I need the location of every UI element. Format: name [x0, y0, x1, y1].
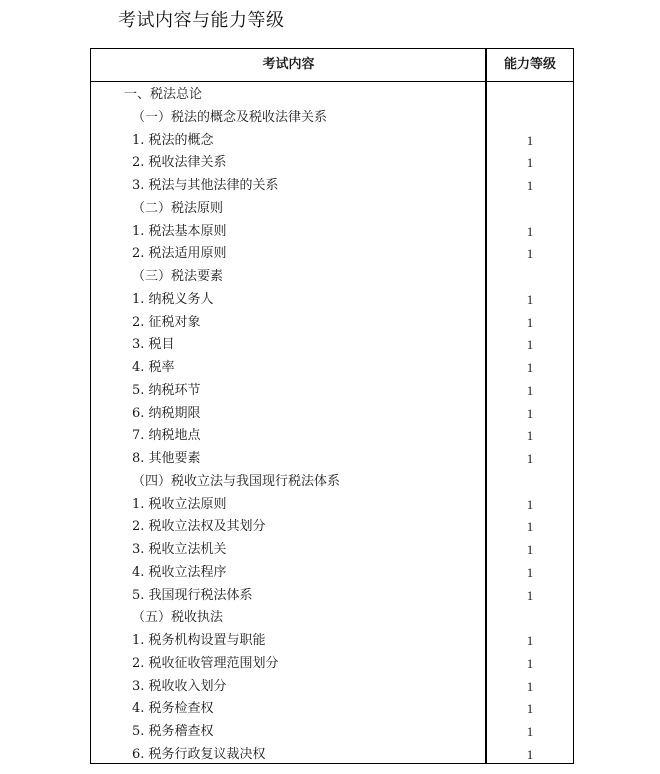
subsection-heading-row [91, 198, 573, 221]
table-row [91, 175, 573, 198]
row-content: （四）税收立法与我国现行税法体系 [132, 473, 341, 489]
subsection-heading-row [91, 107, 573, 130]
table-row [91, 243, 573, 266]
row-content: 5. 纳税环节 [132, 382, 201, 398]
row-content: 2. 税法适用原则 [132, 246, 227, 262]
table-row [91, 289, 573, 312]
table-row [91, 152, 573, 175]
table-row [91, 562, 573, 585]
table-row [91, 221, 573, 244]
row-content: 6. 纳税期限 [132, 405, 201, 421]
header-ability-level: 能力等级 [503, 57, 556, 72]
section-heading-row [91, 84, 573, 107]
table-row [91, 357, 573, 380]
row-ability-level: 1 [526, 724, 534, 739]
row-content: （五）税收执法 [132, 610, 224, 626]
table-row [91, 516, 573, 539]
row-content: 3. 税目 [132, 337, 175, 353]
row-content: 1. 纳税义务人 [132, 291, 214, 307]
row-content: 1. 税务机构设置与职能 [132, 633, 266, 648]
row-ability-level: 1 [526, 428, 534, 444]
row-content: （一）税法的概念及税收法律关系 [132, 109, 328, 125]
row-content: 3. 税法与其他法律的关系 [132, 178, 279, 193]
exam-content-table [90, 48, 574, 764]
row-content: 3. 税收收入划分 [132, 678, 227, 694]
page-title: 考试内容与能力等级 [118, 10, 285, 31]
row-content: 2. 税收立法权及其划分 [132, 519, 266, 535]
row-ability-level: 1 [526, 246, 534, 262]
row-ability-level: 1 [526, 405, 534, 421]
row-content: 5. 税务稽查权 [132, 724, 214, 739]
table-row [91, 744, 573, 767]
row-content: 5. 我国现行税法体系 [132, 587, 253, 603]
row-ability-level: 1 [526, 291, 534, 307]
row-content: 1. 税法基本原则 [132, 223, 227, 239]
row-content: 7. 纳税地点 [132, 428, 201, 444]
table-row [91, 425, 573, 448]
table-row [91, 403, 573, 426]
row-content: 3. 税收立法机关 [132, 542, 227, 557]
row-content: 2. 税收征收管理范围划分 [132, 655, 279, 671]
row-ability-level: 1 [526, 496, 534, 512]
row-ability-level: 1 [526, 587, 534, 603]
row-content: 6. 税务行政复议裁决权 [132, 746, 266, 762]
row-ability-level: 1 [526, 519, 534, 535]
row-ability-level: 1 [526, 746, 534, 762]
row-ability-level: 1 [526, 360, 534, 375]
table-row [91, 130, 573, 153]
row-ability-level: 1 [526, 155, 534, 171]
table-row [91, 585, 573, 608]
table-body [91, 84, 573, 767]
row-content: （三）税法要素 [132, 269, 224, 284]
table-row [91, 334, 573, 357]
row-ability-level: 1 [526, 337, 534, 353]
row-content: 1. 税法的概念 [132, 132, 214, 148]
row-content: 1. 税收立法原则 [132, 496, 227, 512]
table-row [91, 676, 573, 699]
row-ability-level: 1 [526, 678, 534, 694]
table-row [91, 539, 573, 562]
table-row [91, 630, 573, 653]
table-row [91, 698, 573, 721]
table-row [91, 721, 573, 744]
row-ability-level: 1 [526, 223, 534, 239]
row-content: 2. 税收法律关系 [132, 155, 227, 171]
row-ability-level: 1 [526, 314, 534, 330]
row-content: 8. 其他要素 [132, 451, 201, 466]
row-ability-level: 1 [526, 132, 534, 148]
row-ability-level: 1 [526, 564, 534, 580]
row-ability-level: 1 [526, 451, 534, 466]
table-row [91, 494, 573, 517]
row-ability-level: 1 [526, 178, 534, 193]
subsection-heading-row [91, 266, 573, 289]
row-content: 2. 征税对象 [132, 314, 201, 330]
row-content: 4. 税率 [132, 360, 175, 375]
subsection-heading-row [91, 607, 573, 630]
table-row [91, 312, 573, 335]
row-ability-level: 1 [526, 542, 534, 557]
row-content: 4. 税收立法程序 [132, 564, 227, 580]
table-row [91, 380, 573, 403]
table-header-row [91, 49, 573, 82]
row-ability-level: 1 [526, 633, 534, 648]
row-ability-level: 1 [526, 382, 534, 398]
row-content: 4. 税务检查权 [132, 701, 214, 717]
row-content: 一、税法总论 [124, 87, 203, 102]
header-exam-content: 考试内容 [262, 57, 315, 72]
subsection-heading-row [91, 471, 573, 494]
row-content: （二）税法原则 [132, 200, 224, 216]
table-row [91, 653, 573, 676]
row-ability-level: 1 [526, 701, 534, 717]
table-row [91, 448, 573, 471]
row-ability-level: 1 [526, 655, 534, 671]
